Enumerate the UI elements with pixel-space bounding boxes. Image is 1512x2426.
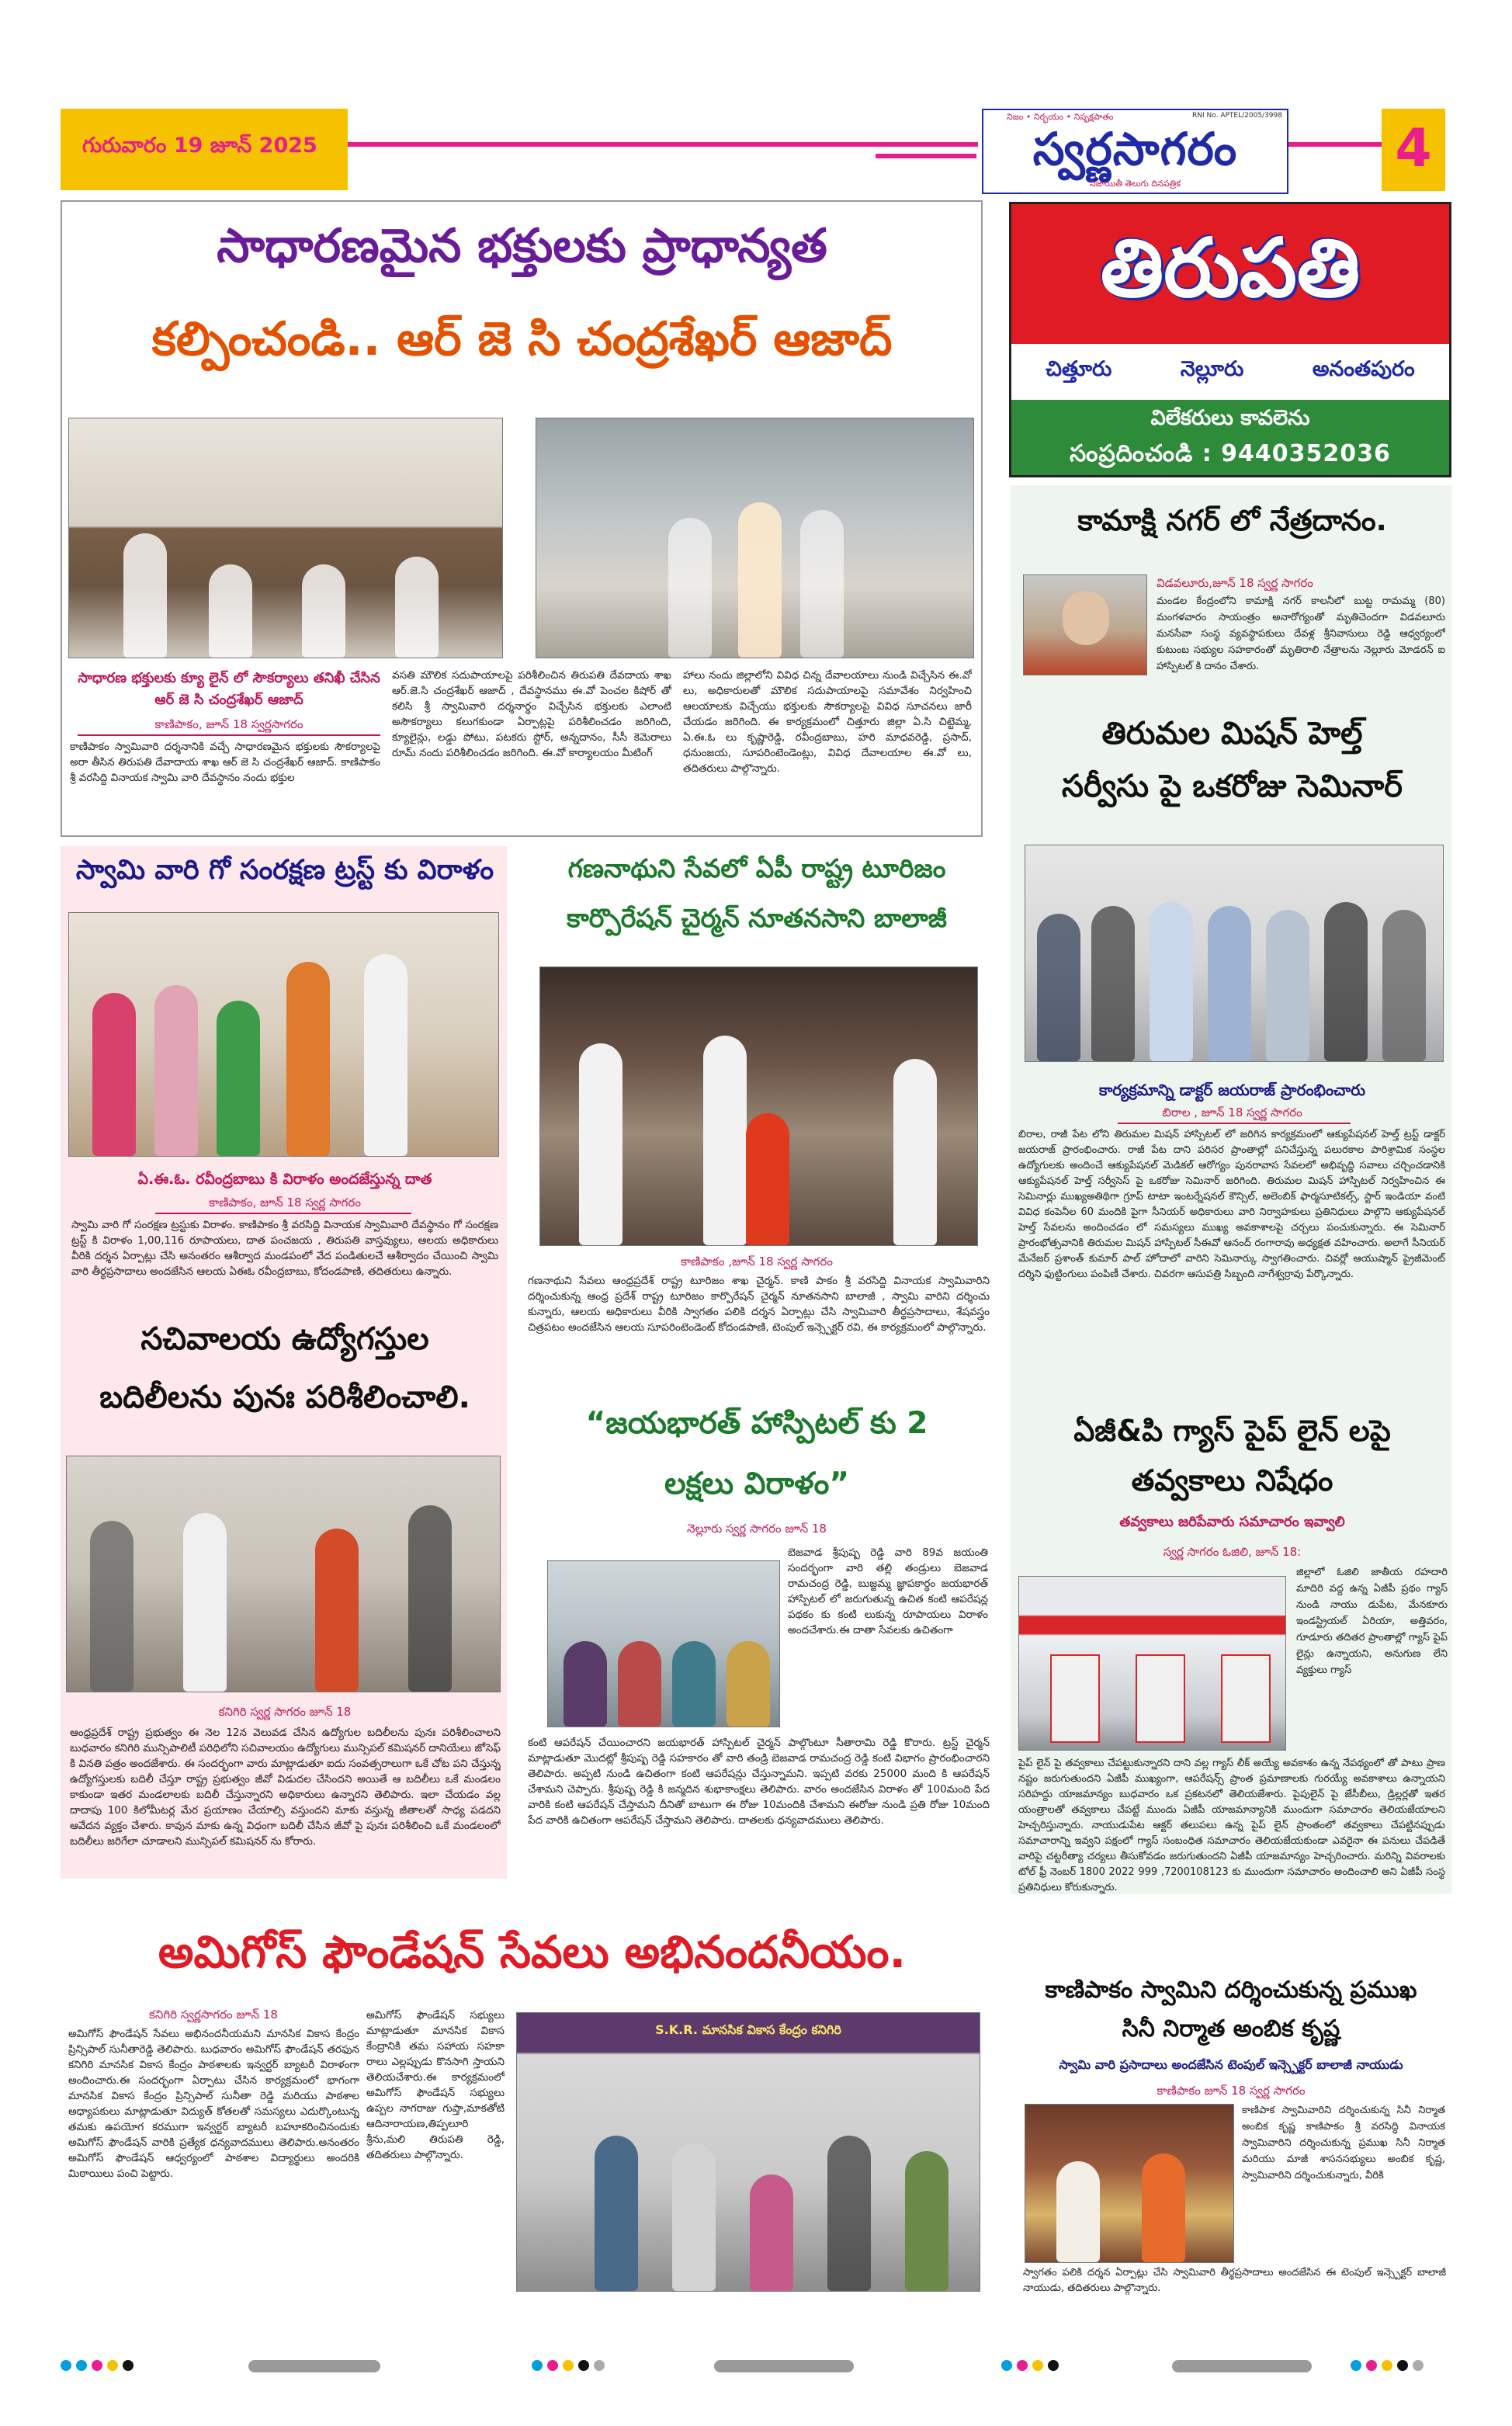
- agp-gas-station-photo: [1018, 1576, 1286, 1751]
- agp-headline-line2: తవ్వకాలు నిషేధం: [1131, 1463, 1333, 1498]
- ganesh-headline-line1: గణనాథుని సేవలో ఏపీ రాష్ట్ర టూరిజం: [567, 853, 946, 883]
- goshala-dateline: కాణిపాకం, జూన్ 18 స్వర్ణ సాగరం: [209, 1196, 361, 1210]
- reporters-wanted-band: [1011, 400, 1449, 475]
- tirumala-caption: కార్యక్రమాన్ని డాక్టర్ జయరాజ్ ప్రారంభించారు: [1098, 1081, 1366, 1099]
- cine-subhead: స్వామి వారి ప్రసాదాలు అందజేసిన టెంపుల్ ఇన్స్పెక్టర్ బాలాజీ నాయుడు: [1059, 2057, 1403, 2072]
- sachivalayam-headline-line2: బదిలీలను పునః పరిశీలించాలి.: [99, 1380, 470, 1415]
- cine-dateline: కాణిపాకం జూన్ 18 స్వర్ణ సాగరం: [1157, 2084, 1306, 2098]
- sachivalayam-body: ఆంధ్రప్రదేశ్ రాష్ట్ర ప్రభుత్వం ఈ నెల 12న వెలువడ చేసిన ఉద్యోగుల బదిలీలను పునః పరిశీలించాలని బుధవారం కనిగిరి మున్సిపాలిటీ పరిధిలోని సచివాలయం ఉద్యోగులు మున్సిపల్ కమిషనర్ దానియేలు జోసెఫ్ కి వినతి పత్రం అందజేశారు. ఈ సందర్భంగా వారు మాట్లాడుతూ ఐదు సంవత్సరాలుగా ఒకే చోట పని చేస్తున్న ఉద్యోగస్తులకు బదిలీ చేస్తూ రాష్ట్ర ప్రభుత్వం జీవో విడుదల చేసిందని అయితే ఆ బదిలీలు ఒకే మండలం కాకుండా ఇతర మండలాలకు బదిలీ చేస్తున్నారని అధికారులు ఉన్నారని తెలిపారు. ఇలా చేయడం వల్ల దాదాపు 100 కిలోమీటర్ల మేర ప్రయాణం చేయాల్సి వస్తుందని మాకు వస్తున్న జీతాలతో సాధ్య పడదని ఆవేదన వ్యక్తం చేశారు. కావున మాకు ఉన్న విధంగా బదిలీ చేసిన జీవో పై పునః పరిశీలించి ఒకే మండలంలో బదిలీలు జరిగేలా చూడాలని మున్సిపల్ కమిషనర్ ను కోరారు.: [70, 1727, 501, 1848]
- goshala-caption: ఏ.ఈ.ఓ. రవీంద్రబాబు కి విరాళం అందజేస్తున్న దాత: [137, 1171, 432, 1188]
- sachivalayam-dateline: కనిగిరి స్వర్ణ సాగరం జూన్ 18: [218, 1705, 352, 1719]
- kamakshi-headline: కామాక్షి నగర్ లో నేత్రదానం.: [1077, 504, 1387, 537]
- tirumala-seminar-photo: [1025, 845, 1444, 1062]
- tirumala-dateline-rule: [1118, 1123, 1351, 1124]
- registration-bar-center: [714, 2360, 854, 2372]
- cine-headline-line2: సినీ నిర్మాత అంబిక కృష్ణ: [1122, 2015, 1340, 2042]
- color-registration-far-right: [1351, 2360, 1424, 2371]
- jayabharath-headline-line1: “జయభారత్ హాస్పిటల్ కు 2: [585, 1406, 928, 1441]
- sachivalayam-headline-line1: సచివాలయ ఉద్యోగస్తుల: [140, 1321, 429, 1357]
- agp-body-full: పైప్ లైన్ పై తవ్వకాలు చేపట్టుకున్నారని దాని వల్ల గ్యాస్ లీక్ అయ్యే అవకాశం ఉన్న నేపథ్యంలో తో పాటు ప్రాణ నష్టం జరుగుతుందని ఏజీపీ ముఖ్యంగా, ఆపరేషన్స్ ప్రాంత ప్రమాణాలకు గురయ్యే అవకాశాలు ఉన్నాయని సరిహద్దు యాజమాన్యం బుధవారం ఒక ప్రకటనలో తెలియజేశారు. పైపులైన్ పై జేసీబీలు, డ్రిల్లర్లతో ఇతర యంత్రాలతో తవ్వకాలు చేపట్టే ముందు ఏజీపీ యాజమాన్యానికి ముందుగా సమాచారం తెలియజేయాలని హెచ్చరిస్తున్నారు. నాయుడుపేట ఆక్టర్ తలుపలు ఉన్న పైప్ లైన్ ప్రాంతంలో తవ్వకాలు చేపట్టినప్పుడు సమాచారాన్ని ఇవ్వని పక్షంలో గ్యాస్ సంబంధిత సమాచారం తెలియజేయకుండా ఎవరైనా ఈ పనులు చేపడితే వారిపై చట్టరీత్యా చర్యలు తీసుకోవడం జరుగుతుందని ఏజీపీ యాజమాన్యం హెచ్చరించారు. మరిన్ని వివరాలకు టోల్ ఫ్రీ నెంబర్ 1800 2022 999 ,7200108123 కు ముందుగా సమాచారం అందించాలి అని ఏజీపీ సంస్థ ప్రతినిధులు కోరుకున్నారు.: [1018, 1758, 1445, 1893]
- logo-title: స్వర్ణసాగరం: [1032, 123, 1238, 175]
- amigos-headline: అమిగోస్ ఫౌండేషన్ సేవలు అభినందనీయం.: [158, 1927, 907, 1978]
- tirumala-body: బిరాల, రాజీ పేట లోని తిరుమల మిషన్ హాస్పిటల్ లో జరిగిన కార్యక్రమంలో ఆక్యుపేషనల్ హెల్త్ ట్రస్ట్ డాక్టర్ జయరాజ్ ప్రారంభించారు. రాజీ పేట దాని పరిసర ప్రాంతాల్లో పనిచేస్తున్న పలురకాల పారిశ్రామిక సంస్థల ఉద్యోగులకు అందించే ఆక్యుపేషనల్ మెడికల్ ఆరోగ్యం పునరావాస సేవలలో అభివృద్ధి సవాలు చర్చించడానికి ఆక్యుపేషనల్ హెల్త్ సర్వీసెస్ పై ఒకరోజు సెమినార్ జరిగింది. తిరుమల మిషన్ హాస్పిటల్ నిర్వహించిన ఈ సెమినార్లు ముఖ్యఅతిథిగా గ్రూప్ టాటా ఇంటర్నేషనల్ కౌన్సిల్, అలెంబిక్ ఫార్మసూటికల్స్, స్టార్ ఇండియా వంటి వివిధ కంపెనీల 60 మందికి పైగా సీనియర్ అధికారులు వారి నిర్వాహకులు ప్రతినిధులు పాల్గొని ఆక్యుపేషనల్ హెల్త్ సేవలను అందించడం లో సమస్యలు ముఖ్య అవకాశాలపై చర్చలు పంచుకున్నారు. ఈ సెమినార్ ప్రారంభోత్సవానికి తిరుమల మిషన్ హాస్పిటల్ సీఈవో ఆనంద్ రంగారావు అధ్యక్షత వహించారు. అలాగే సీనియర్ మేనేజర్ ప్రశాంత్ కుమార్ పాల్ హోదాలో వారిని సెమినార్కు స్వాగతించారు. చివర్లో ఆయుష్మాన్ ప్రైజీమెంట్ దర్శిని ఫుట్టింగులు పంపిణీ చేశారు. చివరగా ఆసుపత్రి సిబ్బంది నాగేశ్వర్రావు పేర్కొన్నారు.: [1018, 1129, 1445, 1280]
- agp-body-side: జిల్లాలో ఓజిలి జాతీయ రహదారి మాదిరి వద్ద ఉన్న ఏజీపీ ప్రథం గ్యాస్ నుండి నాయు డుపేట, మేనకూరు ఇండస్ట్రియల్ ఏరియా, అత్తివరం, గూడూరు తదితర ప్రాంతాల్లో గ్యాస్ పైప్ లైన్లు ఉన్నాయని, అనుగుణ లేని వ్యక్తులు గ్యాస్: [1296, 1567, 1448, 1676]
- color-registration-right: [1001, 2360, 1059, 2371]
- logo-tagline-bottom: నిజాయితీ తెలుగు దినపత్రిక: [1089, 179, 1181, 189]
- amigos-body-col1: అమిగోస్ ఫౌండేషన్ సేవలు అభినందనీయమని మానసిక వికాస కేంద్రం ప్రిన్సిపాల్ సునీతారెడ్డి తెలిపారు. బుధవారం అమిగోస్ ఫౌండేషన్ తరఫున కనిగిరి మానసిక వికాస కేంద్రం పాఠశాలకు ఇన్వర్టర్ బ్యాటరీ విరాళంగా అందించారు.ఈ సందర్భంగా ఏర్పాటు చేసిన కార్యక్రమంలో భాగంగా మానసిక వికాస కేంద్రం ప్రిన్సిపాల్ సునీతా రెడ్డి మరియు పాఠశాల అధ్యాపకులు మాట్లాడుతూ విద్యుత్ కోతలతో సమస్యలు ఎదుర్కొంటున్న తమకు ఉపయోగ కరముగా ఇన్వర్టర్ బ్యాటరీ బహూకరించినందుకు అమిగోస్ ఫౌండేషన్ వారికి ప్రత్యేక ధన్యవాదములు తెలిపారు.అనంతరం అమిగోస్ ఫౌండేషన్ ఆధ్వర్యంలో పాఠశాల విద్యార్థులు అందరికి మిఠాయిలు పంచి పెట్టారు.: [68, 2028, 359, 2180]
- jayabharath-body-full: కంటి ఆపరేషన్ చేయించారని జయభారత్ హాస్పిటల్ చైర్మన్ పాల్గొంటూ సీతారామి రెడ్డి కొరారు. ట్రస్ట్ చైర్మన్ మాట్లాడుతూ మొదట్లో శ్రీపుష్ప రెడ్డి సహకారం తో వారి తండ్రి బెజవాడ రామచంద్ర రెడ్డి కంటి విభాగం ప్రారంభించారని తెలిపారు. అప్పటి నుండి ఉచితంగా కంటి ఆపరేషన్లు చేస్తున్నామని. ఇప్పటి వరకు 25000 మంది కి ఆపరేషన్ చేశామని చెప్పారు. శ్రీపుష్ప రెడ్డి కి జన్మదిన శుభాకాంక్షలు తెలిపారు. వారం అందజేసిన విరాళం తో 100మంది పేద వారికి కంటి ఆపరేషన్ చేస్తామని దీనితో బాటుగా ఈ రోజు 10మందికి చేశామని ఈరోజు నుండి ప్రతి రోజు 10మంది పేద వారికి ఉచితంగా ఆపరేషన్ చేస్తామని తెలిపారు. దాతలకు ధన్యవాదములు తెలిపారు.: [528, 1737, 990, 1827]
- jayabharath-dateline: నెల్లూరు స్వర్ణ సాగరం జూన్ 18: [687, 1522, 827, 1536]
- amigos-body-col2: అమిగోస్ ఫౌండేషన్ సభ్యులు మాట్లాడుతూ మానసిక వికాస కేంద్రానికి తమ సహాయ సహకా రాలు ఎల్లప్పుడు కొనసాగి స్తాయని తెలియచేశారు.ఈ కార్యక్రమంలో అమిగోస్ ఫౌండేషన్ సభ్యులు ఉప్పల నాగరాజు గుప్తా,మాకతోటి ఆదినారాయణ,తిప్పలూరి శ్రీను,మలి తిరుపతి రెడ్డి, తదితరులు పాల్గొన్నారు.: [366, 2009, 505, 2161]
- page-number-box: [1382, 109, 1445, 191]
- jayabharath-patients-photo: [547, 1560, 780, 1727]
- jayabharath-headline-line2: లక్షలు విరాళం”: [664, 1466, 849, 1501]
- sachivalayam-photo: [66, 1456, 501, 1692]
- city-name: తిరుపతి: [1100, 220, 1361, 315]
- tirumala-headline-line1: తిరుమల మిషన్ హెల్త్: [1101, 716, 1363, 751]
- lead-dateline: కాణిపాకం, జూన్ 18 స్వర్ణసాగరం: [154, 717, 303, 731]
- lead-headline-line2: కల్పించండి.. ఆర్ జె సి చంద్రశేఖర్ ఆజాద్: [151, 312, 893, 366]
- registration-bar-left: [248, 2360, 380, 2372]
- tirumala-headline-line2: సర్వీసు పై ఒకరోజు సెమినార్: [1062, 769, 1403, 804]
- goshala-headline: స్వామి వారి గో సంరక్షణ ట్రస్ట్ కు విరాళం: [75, 855, 494, 886]
- goshala-donation-photo: [68, 912, 499, 1157]
- registration-bar-right: [1172, 2360, 1312, 2372]
- color-registration-center: [532, 2360, 605, 2371]
- page-number: 4: [1395, 118, 1432, 179]
- city-title-band: [1011, 204, 1449, 344]
- logo-reg-number: RNI No. APTEL/2005/3998: [1192, 112, 1282, 120]
- kamakshi-body-side: మండల కేంద్రంలోని కామాక్షి నగర్ కాలనీలో బుట్ట రామమ్మ (80) మంగళవారం సాయంత్రం అనారోగ్యంతో మృతిచెందగా విడవలూరు మనసేవా సంస్థ వ్యవస్థాపకులు దేవళ్ల శ్రీనివాసులు రెడ్డి ఆధ్వర్యంలో కుటుంబ సభ్యుల సహకారంతో మృతిరాలి నేత్రాలను నెల్లూరు మోడరన్ ఐ హాస్పిటల్ కి దానం చేశారు.: [1157, 595, 1445, 672]
- lead-photo-caption: సాధారణ భక్తులకు క్యూ లైన్ లో సౌకర్యాలు తనిఖీ చేసిన ఆర్ జె సి చంద్రశేఖర్ ఆజాద్: [78, 670, 380, 708]
- amigos-photo-banner: S.K.R. మానసిక వికాస కేంద్రం కనిగిరి: [655, 2022, 841, 2037]
- lead-photo-queue-inspection: [536, 418, 974, 658]
- lead-body-col1: కాణిపాకం స్వామివారి దర్శనానికి వచ్చే సాధారణమైన భక్తులకు సౌకర్యాలపై అరా తీసిన తిరుపతి దేవాదాయ శాఖ ఆర్ జె సి చంద్రశేఖర్ ఆజాద్. కాణిపాకం శ్రీ వరసిద్ది వినాయక స్వామి వారి దేవస్థానం నందు భక్తుల: [70, 741, 380, 784]
- ganesh-body: గణనాథుని సేవలు ఆంధ్రప్రదేశ్ రాష్ట్ర టూరిజం శాఖ చైర్మన్. కాణి పాకం శ్రీ వరసిద్ది వినాయక స్వామివారిని దర్శించుకున్న ఆంధ్ర ప్రదేశ్ రాష్ట్ర టూరిజం కార్పొరేషన్ చైర్మన్ నూతనసాని బాలాజీ , స్వామి వారిని దర్శించు కున్నారు, ఆలయ అధికారులు వీరికి స్వాగతం పలికి దర్శన ఏర్పాట్లు చేసి స్వామివారి తీర్థప్రసాదాలు, శేషవస్త్రం చిత్రపటం అందజేసిన ఆలయ సూపరింటెండెంట్ కోదండపాణి, టెంపుల్ ఇన్స్పెక్టర్ రవి, ఈ కార్యక్రమంలో పాల్గొన్నారు.: [528, 1275, 990, 1334]
- lead-body-col3: హాలు నందు జిల్లాలోని వివిధ చిన్న దేవాలయాలు నుండి విచ్చేసిన ఈ.వో లు, అధికారులతో మౌలిక సదుపాయాలపై సమావేశం నిర్వహించి ఆలయాలకు విచ్చేయు భక్తులకు సౌకర్యాలపై వివిధ సూచనలు జారీ చేయడం జరిగింది. ఈ కార్యక్రమంలో చిత్తూరు జిల్లా ఏ.సి చిట్టెమ్మ, ఏ.ఈ.ఓ లు కృష్ణారెడ్డి, రవీంద్రబాబు, హరి మాధవరెడ్డి, ప్రసాద్, ధనుంజయ, సూపరింటెండెంట్లు, వివిధ దేవాలయాల ఈ.వో లు, తదితరులు పాల్గొన్నారు.: [683, 669, 972, 775]
- cine-body-full: స్వాగతం పలికి దర్శన ఏర్పాట్లు చేసి స్వామివారి తీర్థప్రసాదాలు అందజేసిన ఈ టెంపుల్ ఇన్స్పెక్టర్ బాలాజీ నాయుడు, తదితరులు పాల్గొన్నారు.: [1023, 2267, 1446, 2294]
- lead-photo-meeting: [68, 418, 503, 658]
- cine-body-side: కాణిపాక స్వామివారిని దర్శించుకున్న సినీ నిర్మాత అంబిక కృష్ణ కాణిపాకం శ్రీ వరసిద్ధి వినాయక స్వామివారిని దర్శించుకున్న ప్రముఖ సినీ నిర్మాత మరియు మాజీ శాసనసభ్యులు అంబిక కృష్ణ, స్వామివారిని దర్శించుకున్నారు, వీరికి: [1242, 2105, 1445, 2181]
- ganesh-temple-photo: [539, 967, 978, 1246]
- color-registration-left: [61, 2360, 134, 2371]
- goshala-dateline-rule: [155, 1213, 411, 1214]
- agp-dateline: స్వర్ణ సాగరం ఓజిలి, జూన్ 18:: [1163, 1545, 1302, 1559]
- city-ad: [1009, 202, 1451, 477]
- agp-subhead: తవ్వకాలు జరిపేవారు సమాచారం ఇవ్వాలి: [1119, 1514, 1345, 1530]
- tirumala-dateline: బిరాల , జూన్ 18 స్వర్ణ సాగరం: [1162, 1105, 1302, 1119]
- masthead-rule-right: [1288, 142, 1382, 147]
- cine-temple-photo: [1025, 2104, 1234, 2263]
- newspaper-logo: [982, 109, 1288, 194]
- goshala-body: స్వామి వారి గో సంరక్షణ ట్రస్టుకు విరాళం. కాణిపాకం శ్రీ వరసిద్ది వినాయక స్వామివారి దేవస్థానం గో సంరక్షణ ట్రస్ట్ కి విరాళం 1,00,116 రూపాయలు, దాత పంచజయ , తిరుపతి వాస్తవ్యులు, ఆలయ అధికారులు వీరికి దర్శన ఏర్పాట్లు చేసి అనంతరం ఆశీర్వాద మండపంలో వేద పండితులచే ఆశీర్వాదం చేయించి స్వామి వారి తీర్థప్రసాదాలు అందజేసిన ఆలయ ఏఈఓ రవీంద్రబాబు, కోదండపాణి, తదితరులు ఉన్నారు.: [71, 1219, 498, 1278]
- jayabharath-body-side: బెజవాడ శ్రీపుష్ప రెడ్డి వారి 89వ జయంతి సందర్భంగా వారి తల్లి తండ్రులు బెజవాడ రామచంద్ర రెడ్డి, బుజ్జమ్మ జ్ఞాపకార్థం జయభారత్ హాస్పిటల్ లో జరుగుతున్న ఉచిత కంటి ఆపరేషన్ల పథకం కు కంటి లుకున్న రూపాయలు విరాళం అందచేశారు.ఈ దాతా సేవలకు ఉచితంగా: [788, 1546, 988, 1636]
- contact-number: సంప్రదించండి : 9440352036: [1070, 440, 1391, 467]
- date-text: గురువారం 19 జూన్ 2025: [82, 134, 317, 158]
- cine-headline-line1: కాణిపాకం స్వామిని దర్శించుకున్న ప్రముఖ: [1045, 1977, 1417, 2004]
- ganesh-headline-line2: కార్పొరేషన్ చైర్మన్ నూతనసాని బాలాజీ: [567, 903, 947, 933]
- amigos-school-photo: [516, 2012, 980, 2292]
- district-3: అనంతపురం: [1312, 357, 1415, 381]
- reporters-wanted: విలేకరులు కావలెను: [1150, 406, 1310, 430]
- amigos-dateline: కనిగిరి స్వర్ణసాగరం జూన్ 18: [149, 2008, 278, 2022]
- date-banner: [61, 109, 348, 190]
- logo-tagline-top: నిజం • నిర్భయం • నిష్పక్షపాతం: [1007, 112, 1114, 122]
- kamakshi-dateline: విడవలూరు,జూన్ 18 స్వర్ణ సాగరం: [1157, 576, 1313, 590]
- district-1: చిత్తూరు: [1046, 357, 1112, 381]
- masthead-rule-left-2: [876, 154, 976, 158]
- kamakshi-portrait: [1023, 574, 1147, 675]
- districts-row: [1011, 344, 1449, 400]
- lead-body-col2: వసతి మౌలిక సదుపాయాలపై పరిశీలించిన తిరుపతి దేవదాయ శాఖ ఆర్.జె.సి చంద్రశేఖర్ ఆజాద్ , దేవస్థానము ఈ.వో పెంచల కిషోర్ తో కలిసి శ్రీ స్వామివారి దర్శనార్థం విచ్చేసిన భక్తులకు ఎలాంటి అసౌకర్యాలు కలుగకుండా ఏర్పాట్లపై పరిశీలించడం జరిగింది, క్యూలైన్లు, లడ్డు పోటు, పటకరు స్టోర్, అన్నదానం, సీసీ కెమెరాలు రూమ్ నందు పరిశీలించడం జరిగింది. ఈ.వో కార్యాలయం మీటింగ్: [392, 669, 671, 759]
- district-2: నెల్లూరు: [1180, 357, 1244, 381]
- lead-headline-line1: సాధారణమైన భక్తులకు ప్రాధాన్యత: [217, 219, 827, 273]
- lead-dateline-rule: [78, 734, 380, 736]
- ganesh-dateline: కాణిపాకం ,జూన్ 18 స్వర్ణ సాగరం: [681, 1255, 833, 1269]
- masthead-rule-left: [348, 142, 978, 147]
- agp-headline-line1: ఏజీ&పి గ్యాస్ పైప్ లైన్ లపై: [1073, 1414, 1391, 1448]
